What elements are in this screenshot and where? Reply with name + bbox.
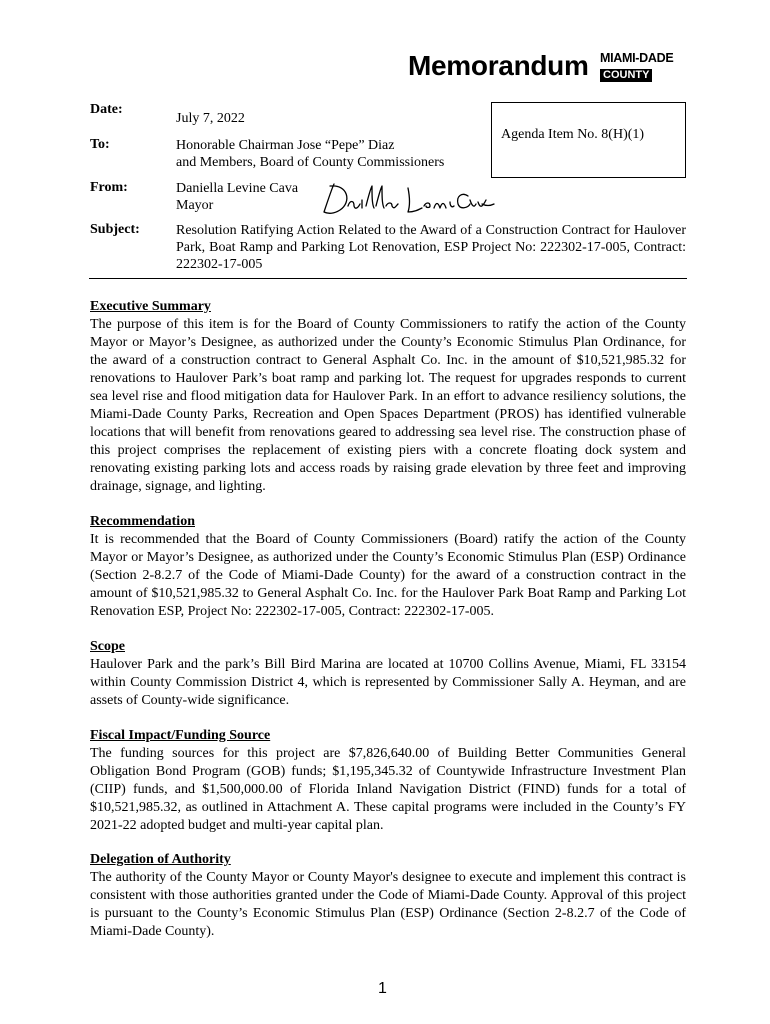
to-line2: and Members, Board of County Commissioners xyxy=(176,155,445,170)
executive-summary-section xyxy=(90,298,686,496)
executive-summary-heading: Executive Summary xyxy=(90,299,211,314)
page-number: 1 xyxy=(378,980,387,997)
date-label: Date: xyxy=(90,102,123,117)
delegation-heading: Delegation of Authority xyxy=(90,852,231,867)
from-line2: Mayor xyxy=(176,198,214,213)
delegation-body: The authority of the County Mayor or County Mayor's designee to execute and implement this contract is consistent with those authorities granted under the Code of Miami-Dade County. Approval of this project is pursuant to the County’s Economic Stimulus Plan (ESP) Ordinance (Section 2-8.2.7 of the Code of Miami-Dade County). xyxy=(90,870,686,939)
recommendation-section xyxy=(90,513,686,621)
county-logo xyxy=(600,52,690,82)
logo-line1: MIAMI-DADE xyxy=(600,51,674,65)
scope-section xyxy=(90,638,686,710)
executive-summary-body: The purpose of this item is for the Board of County Commissioners to ratify the action of the County Mayor or Mayor’s Designee, as authorized under the County’s Economic Stimulus Plan Ordinance, for the award of a construction contract to General Asphalt Co. Inc. in the amount of $10,521,985.32 for renovations to Haulover Park’s boat ramp and parking lot. The request for upgrades responds to current sea level rise and flood mitigation data for Haulover Park. In an effort to advance resiliency solutions, the Miami-Dade County Parks, Recreation and Open Spaces Department (PROS) has identified vulnerable locations that will benefit from renovations geared to addressing sea level rise. The construction phase of this project comprises the replacement of existing piers with a concrete floating dock system and renovating existing parking lots and access roads by raising grade elevation by three feet and improving drainage, signage, and lighting. xyxy=(90,317,686,494)
delegation-section xyxy=(90,851,686,941)
from-line1: Daniella Levine Cava xyxy=(176,181,299,196)
agenda-item: Agenda Item No. 8(H)(1) xyxy=(501,127,645,142)
scope-heading: Scope xyxy=(90,639,125,654)
logo-line2: COUNTY xyxy=(600,69,652,82)
to-label: To: xyxy=(90,137,110,152)
from-value xyxy=(176,180,298,214)
agenda-box xyxy=(491,102,686,178)
subject-value: Resolution Ratifying Action Related to the Award of a Construction Contract for Haulover Park, Boat Ramp and Parking Lot Renovation, ESP Project No: 222302-17-005, Contract: 222302-17-005 xyxy=(176,223,686,272)
memo-title: Memorandum xyxy=(408,50,589,81)
fiscal-impact-section xyxy=(90,727,686,835)
to-value xyxy=(176,137,444,171)
subject-label: Subject: xyxy=(90,222,140,237)
to-line1: Honorable Chairman Jose “Pepe” Diaz xyxy=(176,138,395,153)
recommendation-heading: Recommendation xyxy=(90,514,195,529)
signature-icon xyxy=(318,178,498,222)
scope-body: Haulover Park and the park’s Bill Bird Marina are located at 10700 Collins Avenue, Miami, FL 33154 within County Commission District 4, which is represented by Commissioner Sally A. Heyman, and are assets of County-wide significance. xyxy=(90,657,686,708)
from-label: From: xyxy=(90,180,128,195)
recommendation-body: It is recommended that the Board of County Commissioners (Board) ratify the action of the County Mayor or Mayor’s Designee, as authorized under the County’s Economic Stimulus Plan (ESP) Ordinance (Section 2-8.2.7 of the Code of Miami-Dade County) for the award of a construction contract in the amount of $10,521,985.32 to General Asphalt Co. Inc. for the Haulover Park Boat Ramp and Parking Lot Renovation ESP, Project No: 222302-17-005, Contract: 222302-17-005. xyxy=(90,532,686,619)
date-value: July 7, 2022 xyxy=(176,111,245,126)
header-divider xyxy=(89,278,687,279)
fiscal-impact-heading: Fiscal Impact/Funding Source xyxy=(90,728,271,743)
fiscal-impact-body: The funding sources for this project are $7,826,640.00 of Building Better Communities General Obligation Bond Program (GOB) funds; $1,195,345.32 of Countywide Infrastructure Investment Plan (CIIP) funds, and $1,500,000.00 of Florida Inland Navigation District (FIND) funds for a total of $10,521,985.32, as outlined in Attachment A. These capital programs were included in the County’s FY 2021-22 adopted budget and multi-year capital plan. xyxy=(90,746,686,833)
